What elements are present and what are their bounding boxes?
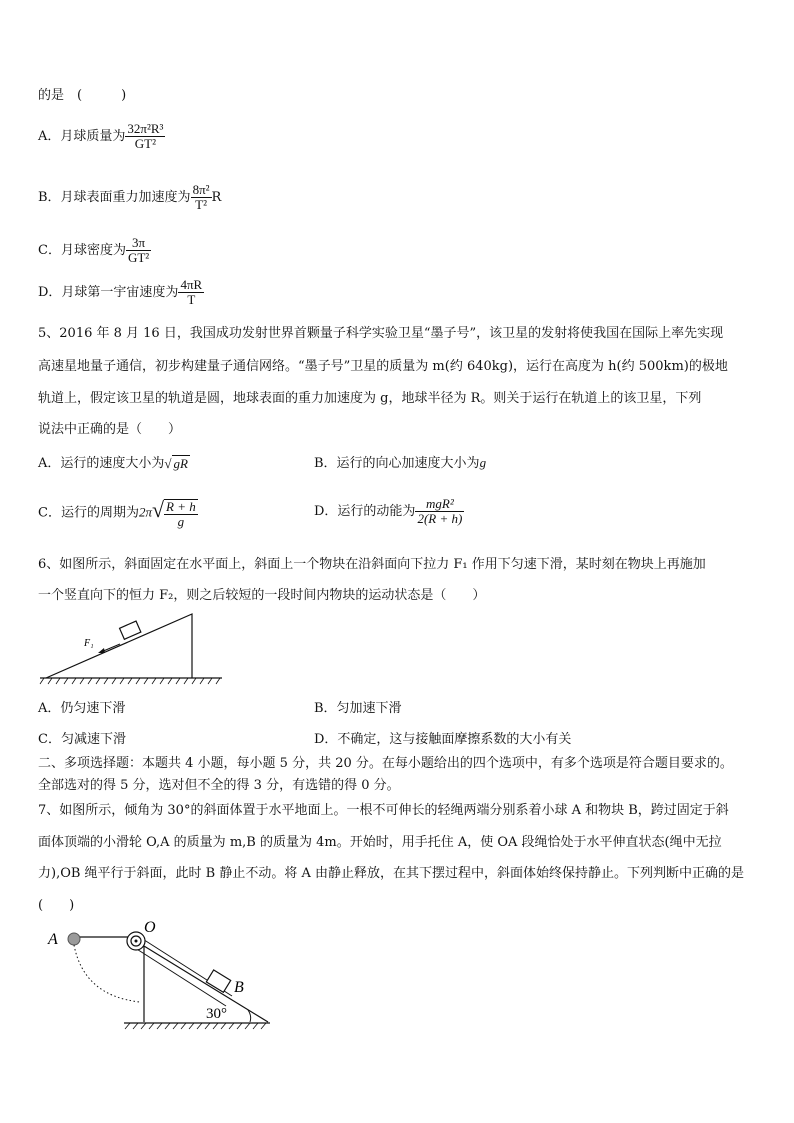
- label-a: A: [48, 931, 58, 948]
- q6-option-c[interactable]: C．匀减速下滑: [38, 732, 126, 747]
- q7-stem-line1: 7、如图所示，倾角为 30°的斜面体置于水平地面上。一根不可伸长的轻绳两端分别系着小球 A 和物块 B，跨过固定于斜: [38, 803, 729, 818]
- q7-stem-line4: ( ): [38, 898, 75, 913]
- incline: [46, 614, 192, 678]
- q5-stem-line2: 高速星地量子通信，初步构建量子通信网络。“墨子号”卫星的质量为 m(约 640kg)，运行在高度为 h(约 500km)的极地: [38, 359, 728, 374]
- q5-stem-line3: 轨道上，假定该卫星的轨道是圆，地球表面的重力加速度为 g，地球半径为 R。则关于运行在轨道上的该卫星，下列: [38, 391, 702, 406]
- fraction: $\frac{\text{mgR²}}{2(R + h)}$: [417, 496, 463, 526]
- q4-option-b[interactable]: [38, 183, 221, 212]
- section-heading-line1: 二、多项选择题：本题共 4 小题，每小题 5 分，共 20 分。在每小题给出的四个选项中，有多个选项是符合题目要求的。: [38, 756, 733, 771]
- angle-label: 30°: [206, 1006, 227, 1022]
- q5-stem-line1: 5、2016 年 8 月 16 日，我国成功发射世界首颗量子科学实验卫星“墨子号”，该卫星的发射将使我国在国际上率先实现: [38, 326, 724, 341]
- q4-stem-tail: 的是 ( ): [38, 88, 127, 103]
- q6-stem-line1: 6、如图所示，斜面固定在水平面上，斜面上一个物块在沿斜面向下拉力 F₁ 作用下匀速下滑，某时刻在物块上再施加: [38, 557, 706, 572]
- label-o: O: [144, 919, 156, 936]
- block: [120, 621, 141, 639]
- fraction: $\frac{3\pi}{\text{GT²}}$: [127, 235, 150, 265]
- q5-option-a[interactable]: [38, 452, 190, 472]
- ball-a: [68, 933, 80, 945]
- formula-suffix: R: [211, 190, 222, 205]
- ground-hatching: [125, 1023, 266, 1029]
- q7-stem-line2: 面体顶端的小滑轮 O,A 的质量为 m,B 的质量为 4m。开始时，用手托住 A，使 OA 段绳恰处于水平伸直状态(绳中无拉: [38, 835, 722, 850]
- pulley-figure: [44, 918, 276, 1030]
- option-label: C．运行的周期为: [38, 505, 139, 521]
- option-label: B．运行的向心加速度大小为: [314, 456, 480, 471]
- option-label: A．运行的速度大小为: [38, 456, 165, 471]
- q5-stem-line4: 说法中正确的是（ ）: [38, 422, 182, 437]
- incline-figure: [38, 606, 228, 688]
- block-b: [206, 970, 230, 992]
- q5-option-b[interactable]: [314, 452, 486, 471]
- q7-stem-line3: 力),OB 绳平行于斜面，此时 B 静止不动。将 A 由静止释放，在其下摆过程中，斜面体始终保持静止。下列判断中正确的是: [38, 866, 745, 881]
- q4-option-a[interactable]: [38, 122, 165, 151]
- q6-option-b[interactable]: B．匀加速下滑: [314, 701, 402, 716]
- q4-option-d[interactable]: [38, 278, 204, 307]
- option-label: D．月球第一宇宙速度为: [38, 285, 179, 300]
- force-arrow-head: [98, 648, 105, 653]
- square-root: √ $\frac{R + h}{g}$: [151, 497, 196, 530]
- option-label: D．运行的动能为: [314, 504, 416, 519]
- option-label: A．月球质量为: [38, 129, 126, 144]
- swing-path: [74, 945, 140, 1002]
- variable: g: [479, 455, 487, 470]
- q6-stem-line2: 一个竖直向下的恒力 F₂，则之后较短的一段时间内物块的运动状态是（ ）: [38, 588, 486, 603]
- pulley-axle: [135, 940, 138, 943]
- fraction: $\frac{\text{32π²R³}}{\text{GT²}}$: [127, 121, 164, 151]
- label-b: B: [234, 979, 244, 996]
- q4-option-c[interactable]: [38, 236, 151, 265]
- square-root: √ gR: [164, 455, 188, 471]
- fraction: $\frac{\text{8π²}}{\text{T²}}$: [192, 182, 210, 212]
- section-heading-line2: 全部选对的得 5 分，选对但不全的得 3 分，有选错的得 0 分。: [38, 778, 400, 793]
- formula-prefix: 2π: [138, 504, 152, 520]
- force-label: F₁: [84, 638, 94, 649]
- option-label: B．月球表面重力加速度为: [38, 190, 191, 205]
- option-label: C．月球密度为: [38, 243, 126, 258]
- fraction: $\frac{4\pi R}{T}$: [180, 277, 203, 307]
- q6-option-d[interactable]: D．不确定，这与接触面摩擦系数的大小有关: [314, 732, 572, 747]
- q6-option-a[interactable]: A．仍匀速下滑: [38, 701, 126, 716]
- q5-option-c[interactable]: [38, 497, 198, 529]
- q5-option-d[interactable]: [314, 497, 464, 526]
- ground-hatching: [40, 678, 220, 684]
